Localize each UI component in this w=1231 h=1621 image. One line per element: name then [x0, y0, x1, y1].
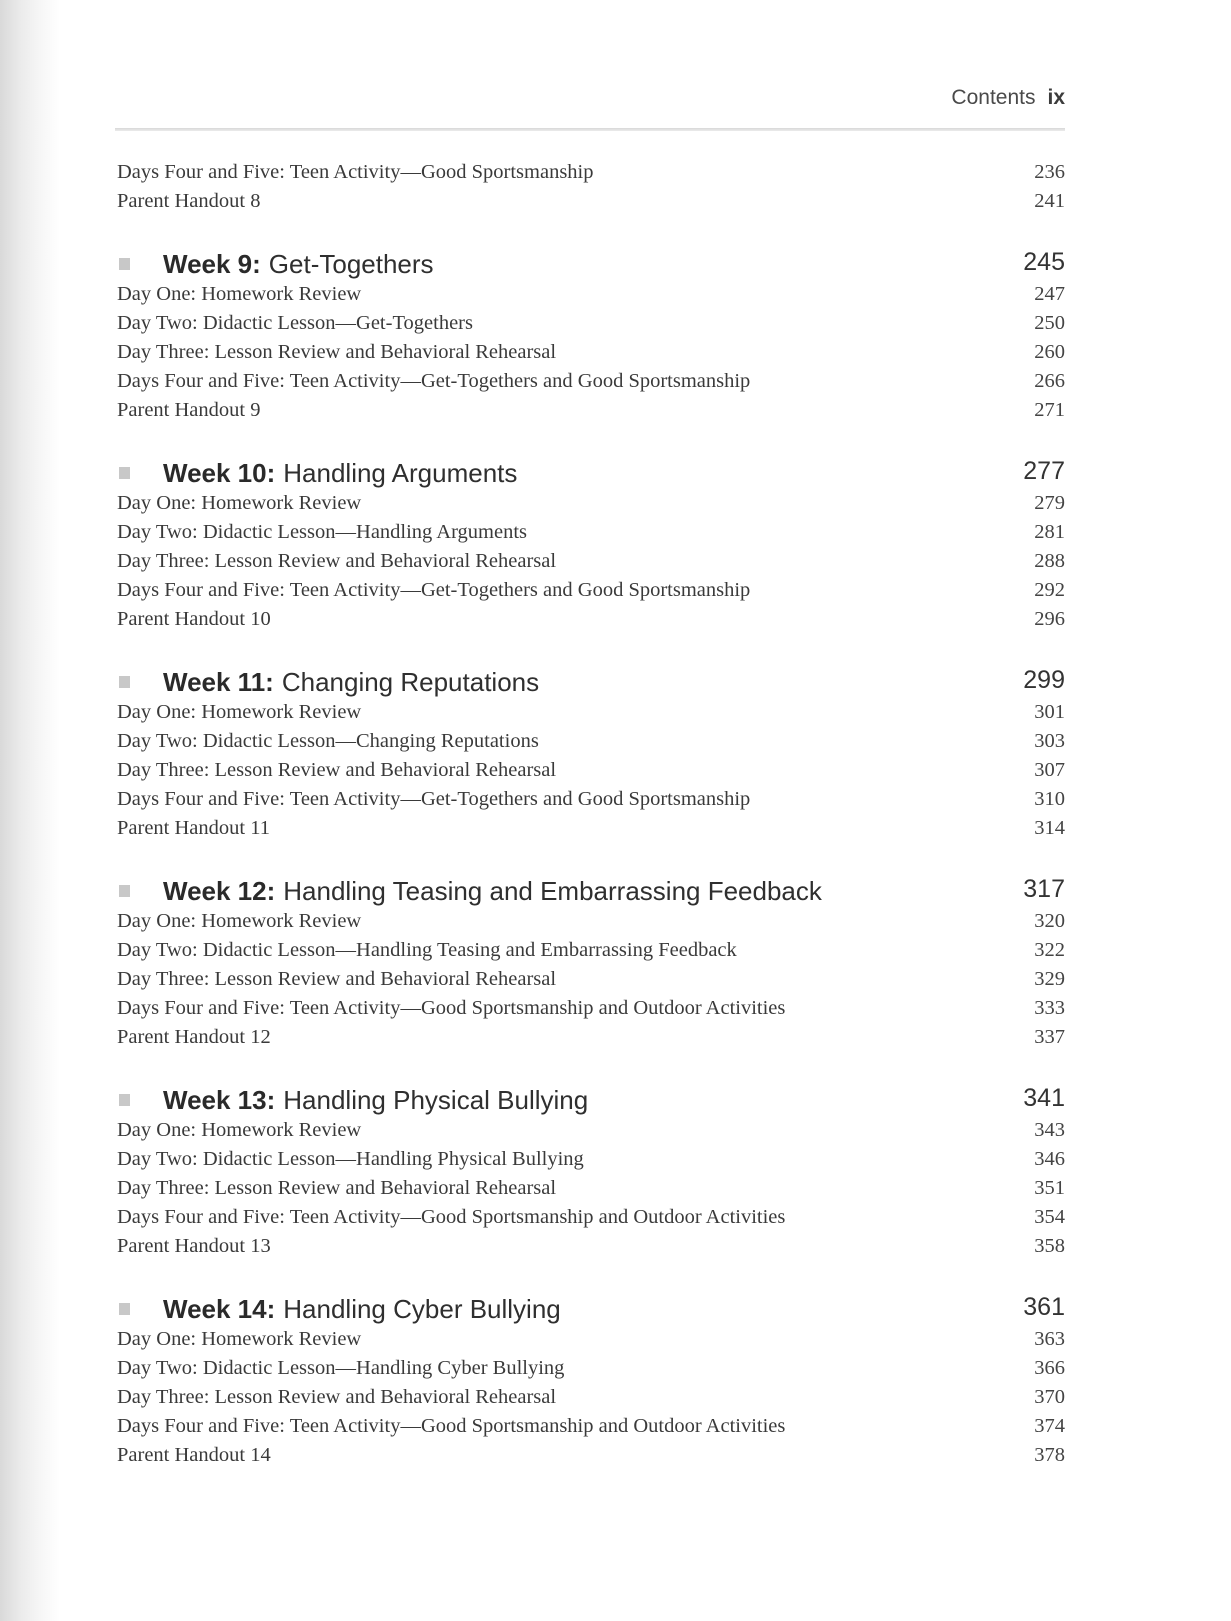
toc-entry-title: Parent Handout 12	[117, 1026, 271, 1048]
toc-entry-page: 351	[1034, 1177, 1065, 1199]
toc-entry	[117, 1232, 1065, 1261]
toc-entry-title: Day Two: Didactic Lesson—Handling Teasing and Embarrassing Feedback	[117, 939, 737, 961]
toc-entry-title: Day Two: Didactic Lesson—Get-Togethers	[117, 312, 473, 334]
toc-entry	[117, 1354, 1065, 1383]
toc-entry-page: 307	[1034, 759, 1065, 781]
week-heading	[117, 662, 1065, 698]
toc-entry	[117, 698, 1065, 727]
toc-entry-page: 337	[1034, 1026, 1065, 1048]
week-heading-left	[117, 664, 539, 700]
toc-entry-title: Parent Handout 8	[117, 190, 261, 212]
toc-entry-page: 374	[1034, 1415, 1065, 1437]
toc-entry-page: 333	[1034, 997, 1065, 1019]
toc-entry-page: 292	[1034, 579, 1065, 601]
toc-entry-title: Parent Handout 14	[117, 1444, 271, 1466]
toc-entry	[117, 1203, 1065, 1232]
toc-entry-page: 271	[1034, 399, 1065, 421]
toc-entry-page: 301	[1034, 701, 1065, 723]
intro-entries	[117, 158, 1065, 216]
week-heading	[117, 244, 1065, 280]
toc-entry-title: Days Four and Five: Teen Activity—Good Sportsmanship and Outdoor Activities	[117, 997, 786, 1019]
toc-entry-page: 310	[1034, 788, 1065, 810]
toc-entry	[117, 338, 1065, 367]
toc-entry	[117, 814, 1065, 843]
toc-entry-page: 358	[1034, 1235, 1065, 1257]
week-section	[117, 871, 1065, 1052]
square-bullet-icon	[119, 885, 130, 897]
running-header-title: Contents	[951, 86, 1036, 109]
toc-entry-title: Parent Handout 11	[117, 817, 270, 839]
toc-entry	[117, 158, 1065, 187]
toc-entry-page: 296	[1034, 608, 1065, 630]
week-heading-left	[117, 455, 517, 491]
toc-entry-page: 314	[1034, 817, 1065, 839]
toc-entry	[117, 907, 1065, 936]
toc-entry	[117, 756, 1065, 785]
table-of-contents	[117, 158, 1065, 1470]
toc-entry	[117, 518, 1065, 547]
toc-entry-title: Day Three: Lesson Review and Behavioral Rehearsal	[117, 341, 557, 363]
square-bullet-icon	[119, 467, 130, 479]
week-heading	[117, 1080, 1065, 1116]
square-bullet-icon	[119, 258, 130, 270]
week-heading-left	[117, 246, 434, 282]
toc-entry	[117, 1174, 1065, 1203]
toc-entry	[117, 1116, 1065, 1145]
week-section	[117, 453, 1065, 634]
week-label: Week 9:	[163, 249, 261, 279]
week-section	[117, 662, 1065, 843]
week-label: Week 13:	[163, 1085, 276, 1115]
toc-entry-title: Days Four and Five: Teen Activity—Good Sportsmanship and Outdoor Activities	[117, 1415, 786, 1437]
week-sections	[117, 244, 1065, 1470]
toc-entry-page: 266	[1034, 370, 1065, 392]
toc-entry	[117, 785, 1065, 814]
toc-entry-title: Day One: Homework Review	[117, 1328, 362, 1350]
week-section	[117, 244, 1065, 425]
week-label: Week 11:	[163, 667, 274, 697]
week-heading	[117, 453, 1065, 489]
week-section	[117, 1289, 1065, 1470]
toc-entry-title: Day One: Homework Review	[117, 910, 362, 932]
week-page: 317	[1023, 875, 1065, 903]
toc-entry	[117, 489, 1065, 518]
week-title: Handling Teasing and Embarrassing Feedback	[283, 876, 822, 906]
toc-entry-title: Day Three: Lesson Review and Behavioral Rehearsal	[117, 1386, 557, 1408]
toc-entry-title: Day One: Homework Review	[117, 1119, 362, 1141]
toc-entry-page: 366	[1034, 1357, 1065, 1379]
week-label: Week 10:	[163, 458, 276, 488]
toc-entry	[117, 605, 1065, 634]
week-label: Week 12:	[163, 876, 276, 906]
toc-entry	[117, 187, 1065, 216]
toc-entry-page: 260	[1034, 341, 1065, 363]
toc-entry-title: Parent Handout 13	[117, 1235, 271, 1257]
toc-entry-page: 370	[1034, 1386, 1065, 1408]
square-bullet-icon	[119, 1094, 130, 1106]
week-heading-left	[117, 1082, 588, 1118]
page-gutter-shadow	[0, 0, 60, 1621]
toc-entry	[117, 576, 1065, 605]
week-heading	[117, 871, 1065, 907]
toc-entry-page: 363	[1034, 1328, 1065, 1350]
toc-entry	[117, 1023, 1065, 1052]
week-page: 277	[1023, 457, 1065, 485]
header-rule	[115, 128, 1065, 131]
toc-entry-title: Days Four and Five: Teen Activity—Get-Togethers and Good Sportsmanship	[117, 370, 751, 392]
toc-entry	[117, 1383, 1065, 1412]
toc-entry-title: Day Three: Lesson Review and Behavioral Rehearsal	[117, 1177, 557, 1199]
week-title: Handling Cyber Bullying	[283, 1294, 561, 1324]
toc-entry-page: 320	[1034, 910, 1065, 932]
toc-entry	[117, 936, 1065, 965]
page-number: ix	[1047, 86, 1065, 109]
toc-entry-title: Day Two: Didactic Lesson—Handling Cyber Bullying	[117, 1357, 565, 1379]
toc-entry-page: 343	[1034, 1119, 1065, 1141]
toc-entry-page: 279	[1034, 492, 1065, 514]
toc-entry	[117, 396, 1065, 425]
running-header	[951, 86, 1065, 110]
week-title: Handling Physical Bullying	[283, 1085, 589, 1115]
week-heading-left	[117, 1291, 561, 1327]
toc-entry	[117, 367, 1065, 396]
toc-entry-title: Day Two: Didactic Lesson—Handling Arguments	[117, 521, 528, 543]
week-title: Changing Reputations	[281, 667, 540, 697]
toc-entry-page: 241	[1034, 190, 1065, 212]
toc-entry	[117, 994, 1065, 1023]
toc-entry-page: 322	[1034, 939, 1065, 961]
square-bullet-icon	[119, 676, 130, 688]
toc-entry-page: 329	[1034, 968, 1065, 990]
toc-entry-title: Day One: Homework Review	[117, 492, 362, 514]
toc-entry	[117, 309, 1065, 338]
toc-entry-page: 247	[1034, 283, 1065, 305]
toc-entry	[117, 727, 1065, 756]
week-page: 361	[1023, 1293, 1065, 1321]
toc-entry	[117, 1412, 1065, 1441]
toc-entry	[117, 1441, 1065, 1470]
toc-entry-title: Parent Handout 9	[117, 399, 261, 421]
toc-entry	[117, 1325, 1065, 1354]
toc-entry-title: Days Four and Five: Teen Activity—Get-Togethers and Good Sportsmanship	[117, 788, 751, 810]
toc-entry	[117, 280, 1065, 309]
toc-entry-title: Days Four and Five: Teen Activity—Good Sportsmanship	[117, 161, 594, 183]
toc-entry-title: Day Two: Didactic Lesson—Changing Reputations	[117, 730, 539, 752]
week-title: Get-Togethers	[268, 249, 434, 279]
toc-entry-title: Day Three: Lesson Review and Behavioral Rehearsal	[117, 759, 557, 781]
week-label: Week 14:	[163, 1294, 276, 1324]
toc-entry	[117, 965, 1065, 994]
toc-entry-page: 354	[1034, 1206, 1065, 1228]
toc-entry-title: Day One: Homework Review	[117, 283, 362, 305]
toc-entry-page: 346	[1034, 1148, 1065, 1170]
toc-entry-title: Day Three: Lesson Review and Behavioral Rehearsal	[117, 968, 557, 990]
toc-entry-page: 281	[1034, 521, 1065, 543]
week-heading-left	[117, 873, 822, 909]
week-title: Handling Arguments	[283, 458, 518, 488]
toc-entry-page: 236	[1034, 161, 1065, 183]
toc-entry-title: Day Three: Lesson Review and Behavioral Rehearsal	[117, 550, 557, 572]
toc-entry-title: Days Four and Five: Teen Activity—Get-Togethers and Good Sportsmanship	[117, 579, 751, 601]
week-heading	[117, 1289, 1065, 1325]
toc-entry-title: Day One: Homework Review	[117, 701, 362, 723]
toc-entry-page: 378	[1034, 1444, 1065, 1466]
week-page: 299	[1023, 666, 1065, 694]
toc-entry-title: Day Two: Didactic Lesson—Handling Physical Bullying	[117, 1148, 584, 1170]
week-page: 341	[1023, 1084, 1065, 1112]
toc-entry-page: 303	[1034, 730, 1065, 752]
week-section	[117, 1080, 1065, 1261]
square-bullet-icon	[119, 1303, 130, 1315]
week-page: 245	[1023, 248, 1065, 276]
toc-entry-page: 288	[1034, 550, 1065, 572]
toc-entry-title: Parent Handout 10	[117, 608, 271, 630]
toc-entry-title: Days Four and Five: Teen Activity—Good Sportsmanship and Outdoor Activities	[117, 1206, 786, 1228]
toc-entry	[117, 547, 1065, 576]
toc-entry-page: 250	[1034, 312, 1065, 334]
toc-entry	[117, 1145, 1065, 1174]
